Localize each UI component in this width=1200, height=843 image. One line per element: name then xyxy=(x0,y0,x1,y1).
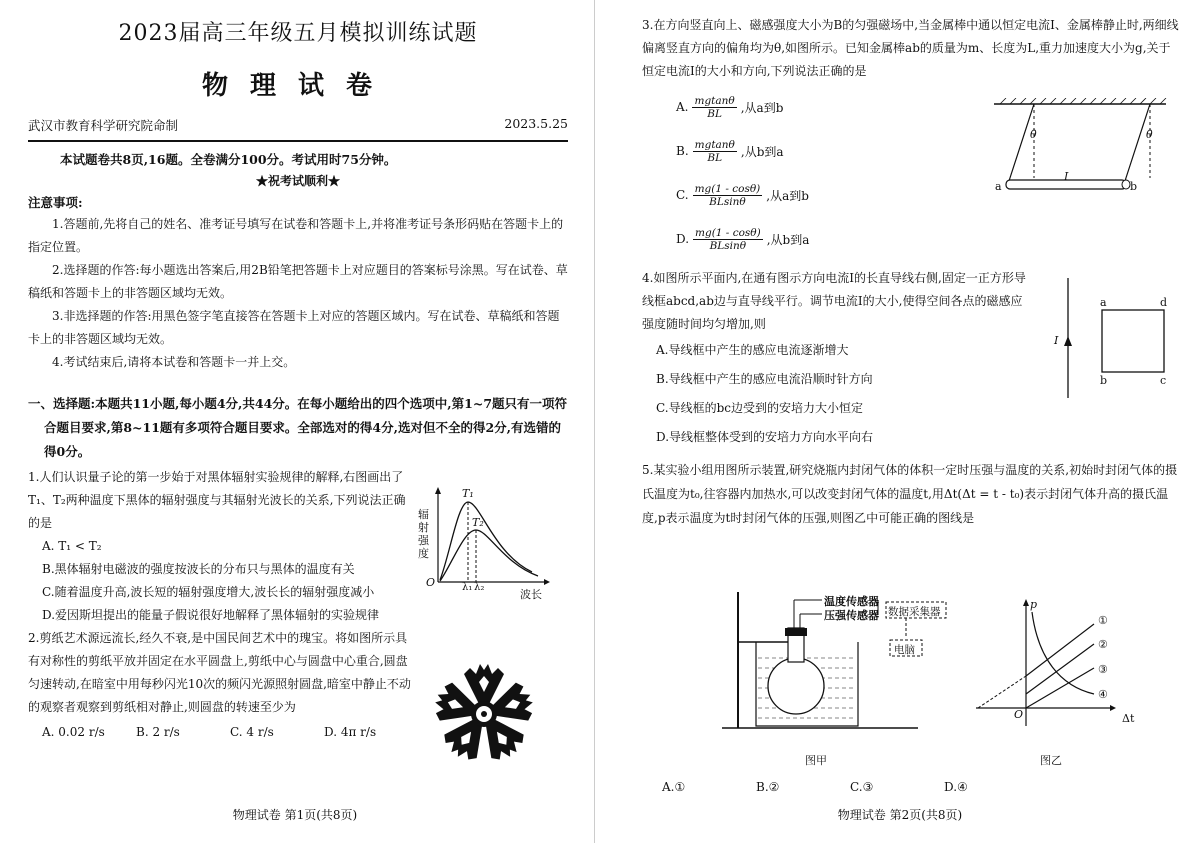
page-footer: 物理试卷 第2页(共8页) xyxy=(837,808,963,822)
option-d: D. $\frac{mg(1 - \cos\theta)}{BLsin\theta}$ ,从b到a xyxy=(676,226,810,252)
line-2-label: ② xyxy=(1098,638,1108,651)
section-heading: 一、选择题:本题共11小题,每小题4分,共44分。在每小题给出的四个选项中,第1~7题只有一项符合题目要求,第8~11题有多项符合题目要求。全部选对的得4分,选对但不全的得2分,有选错的得0分。 xyxy=(28,396,568,459)
notice-item: 3.非选择题的作答:用黑色签字笔直接答在答题卡上对应的答题区域内。写在试卷、草稿纸和答题卡上的非答题区域均无效。 xyxy=(28,309,560,346)
figure-a-caption: 图甲 xyxy=(805,754,827,767)
page-footer: 物理试卷 第1页(共8页) xyxy=(232,808,358,822)
option-b: B.黑体辐射电磁波的强度按波长的分布只与黑体的温度有关 xyxy=(42,562,355,576)
option-c: C.导线框的bc边受到的安培力大小恒定 xyxy=(656,401,863,415)
fig-t1-label: T₁ xyxy=(462,487,474,500)
notice-heading: 注意事项: xyxy=(28,195,83,210)
option-b: B.导线框中产生的感应电流沿顺时针方向 xyxy=(656,372,873,386)
option-c: C.随着温度升高,波长短的辐射强度增大,波长长的辐射强度减小 xyxy=(42,585,375,599)
collector-label: 数据采集器 xyxy=(888,606,941,618)
option-d: D.④ xyxy=(944,780,968,794)
question-stem: 4.如图所示平面内,在通有图示方向电流I的长直导线右侧,固定一正方形导线框abcd,ab边与直导线平行。调节电流I的大小,使得空间各点的磁感应强度随时间均匀增加,则 xyxy=(642,271,1026,331)
rod-current-label: I xyxy=(1064,170,1069,183)
option-d: D.导线框整体受到的安培力方向水平向右 xyxy=(656,430,874,444)
line-1-label: ① xyxy=(1098,614,1108,627)
graph-xlabel: Δt xyxy=(1122,712,1135,725)
line-4-label: ④ xyxy=(1098,688,1108,701)
figure-b-caption: 图乙 xyxy=(1040,754,1062,767)
option-b: B. 2 r/s xyxy=(136,725,180,739)
loop-corner-a: a xyxy=(1100,296,1107,309)
option-c: C.③ xyxy=(850,780,874,794)
fig-lambda1-label: λ₁ xyxy=(462,582,473,593)
option-d: D. 4π r/s xyxy=(324,725,377,739)
question-stem: 3.在方向竖直向上、磁感强度大小为B的匀强磁场中,当金属棒中通以恒定电流I、金属棒静止时,两细线偏离竖直方向的偏角均为θ,如图所示。已知金属棒ab的质量为m、长度为L,重力加速度大小为g,关于恒定电流I的大小和方向,下列说法正确的是 xyxy=(642,18,1179,78)
temp-sensor-label: 温度传感器 xyxy=(824,595,879,608)
question-stem: 2.剪纸艺术源远流长,经久不衰,是中国民间艺术中的瑰宝。将如图所示具有对称性的剪纸平放并固定在水平圆盘上,剪纸中心与圆盘中心重合,圆盘匀速转动,在暗室中用每秒闪光10次的频闪光源照射圆盘,暗室中静止不动的观察者观察到剪纸相对静止,则圆盘的转速至少为 xyxy=(28,631,411,714)
loop-corner-c: c xyxy=(1160,374,1167,387)
option-b: B.② xyxy=(756,780,780,794)
option-a: A.导线框中产生的感应电流逐渐增大 xyxy=(656,343,849,357)
option-d: D.爱因斯坦提出的能量子假说很好地解释了黑体辐射的实验规律 xyxy=(42,608,380,622)
option-c: C. $\frac{mg(1 - \cos\theta)}{BLsin\theta}$ ,从a到b xyxy=(676,182,809,208)
option-a: A. $\frac{mgtan\theta}{BL}$ ,从a到b xyxy=(676,94,784,120)
graph-ylabel: p xyxy=(1030,598,1038,611)
hanging-rod-figure xyxy=(990,98,1170,198)
loop-corner-b: b xyxy=(1100,374,1108,387)
option-a: A.① xyxy=(662,780,686,794)
question-5 xyxy=(642,458,1182,530)
graph-origin: O xyxy=(1014,708,1024,721)
wire-current-label: I xyxy=(1054,334,1059,347)
issuer-row xyxy=(28,116,568,142)
theta-right: θ xyxy=(1146,128,1153,141)
exam-info: 本试题卷共8页,16题。全卷满分100分。考试用时75分钟。 xyxy=(60,152,397,167)
loop-corner-d: d xyxy=(1160,296,1168,309)
blessing: ★祝考试顺利★ xyxy=(255,174,340,188)
paper-cut-figure xyxy=(425,655,543,773)
exam-date: 2023.5.25 xyxy=(504,116,568,131)
option-c: C. 4 r/s xyxy=(230,725,274,739)
page-divider xyxy=(594,0,595,843)
question-1 xyxy=(28,466,410,558)
exam-subtitle: 物理试卷 xyxy=(201,71,394,101)
wire-loop-figure xyxy=(1048,278,1178,398)
question-3 xyxy=(642,14,1182,83)
notice-item: 1.答题前,先将自己的姓名、准考证号填写在试卷和答题卡上,并将准考证号条形码贴在答题卡上的指定位置。 xyxy=(28,217,564,254)
option-a: A. T₁ < T₂ xyxy=(42,539,102,553)
rod-end-b: b xyxy=(1130,180,1138,193)
fig-ylabel: 辐射强度 xyxy=(418,508,429,560)
exam-title: 2023届高三年级五月模拟训练试题 xyxy=(118,21,478,46)
rod-end-a: a xyxy=(995,180,1002,193)
question-2 xyxy=(28,627,412,719)
line-3-label: ③ xyxy=(1098,663,1108,676)
fig-lambda2-label: λ₂ xyxy=(474,582,485,593)
notice-item: 4.考试结束后,请将本试卷和答题卡一并上交。 xyxy=(52,355,296,369)
question-stem: 5.某实验小组用图所示装置,研究烧瓶内封闭气体的体积一定时压强与温度的关系,初始时封闭气体的摄氏温度为t₀,往容器内加热水,可以改变封闭气体的温度t,用Δt(Δt = t - t₀)表示封闭气体升高的摄氏温度,p表示温度为t时封闭气体的压强,则图乙中可能正确的图线是 xyxy=(642,463,1178,525)
option-a: A. 0.02 r/s xyxy=(42,725,105,739)
fig-origin: O xyxy=(426,576,436,589)
pressure-sensor-label: 压强传感器 xyxy=(824,609,879,622)
option-b: B. $\frac{mgtan\theta}{BL}$ ,从b到a xyxy=(676,138,784,164)
notice-item: 2.选择题的作答:每小题选出答案后,用2B铅笔把答题卡上对应题目的答案标号涂黑。写在试卷、草稿纸和答题卡上的非答题区域均无效。 xyxy=(28,263,568,300)
computer-label: 电脑 xyxy=(894,644,915,656)
question-4 xyxy=(642,267,1032,452)
theta-left: θ xyxy=(1030,128,1037,141)
exam-page-1 xyxy=(0,0,590,843)
question-stem: 1.人们认识量子论的第一步始于对黑体辐射实验规律的解释,右图画出了T₁、T₂两种温度下黑体的辐射强度与其辐射光波长的关系,下列说法正确的是 xyxy=(28,470,406,530)
question-5-options xyxy=(662,774,1038,800)
issuer: 武汉市教育科学研究院命制 xyxy=(28,118,179,133)
fig-t2-label: T₂ xyxy=(472,516,484,529)
fig-xlabel: 波长 xyxy=(520,588,542,601)
exam-page-2 xyxy=(600,0,1200,843)
